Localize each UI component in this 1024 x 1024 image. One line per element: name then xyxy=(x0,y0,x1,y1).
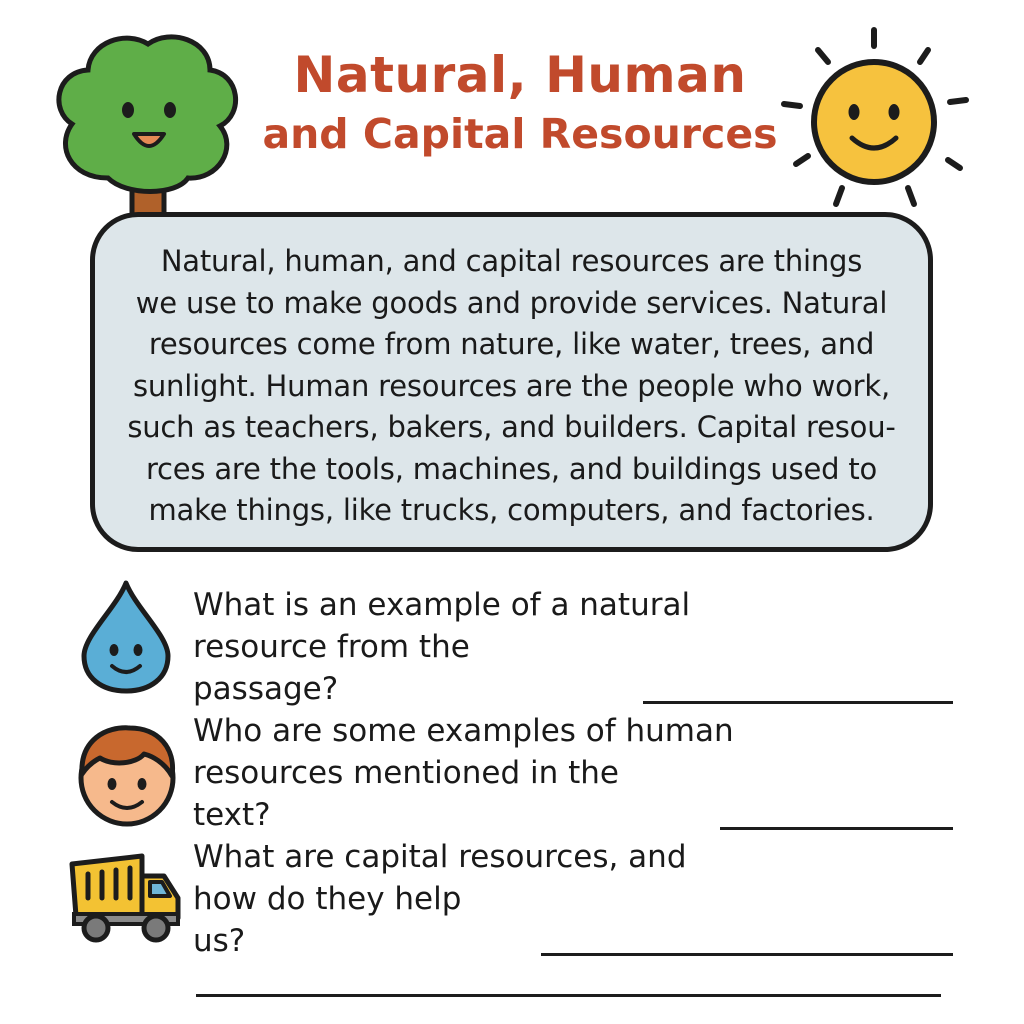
question-3-line-1: What are capital resources, and xyxy=(193,839,687,875)
passage-line: Natural, human, and capital resources are things xyxy=(160,244,863,278)
water-drop-icon xyxy=(78,578,174,696)
dump-truck-icon xyxy=(68,846,184,946)
passage-line: we use to make goods and provide services. Natural xyxy=(135,285,888,320)
answer-blank-1[interactable] xyxy=(643,701,953,704)
page-title xyxy=(250,44,790,162)
question-1 xyxy=(193,584,953,710)
title-line-2: and Capital Resources xyxy=(262,110,778,158)
sun-icon xyxy=(776,24,972,214)
boy-face-icon xyxy=(72,718,182,830)
passage-line: sunlight. Human resources are the people who work, xyxy=(132,368,891,403)
question-1-line-1: What is an example of a natural xyxy=(193,587,691,623)
question-3 xyxy=(193,836,953,962)
answer-blank-extra[interactable] xyxy=(196,994,941,997)
passage-line: make things, like trucks, computers, and factories. xyxy=(148,493,875,527)
passage-line: such as teachers, bakers, and builders. Capital resou- xyxy=(127,410,896,444)
question-2-line-1: Who are some examples of human xyxy=(193,713,734,749)
title-line-1: Natural, Human xyxy=(293,46,747,104)
answer-blank-2[interactable] xyxy=(720,827,953,830)
tree-icon xyxy=(48,28,244,228)
question-3-line-2: how do they help us? xyxy=(193,881,462,959)
question-1-line-2: resource from the passage? xyxy=(193,629,470,707)
passage-line: rces are the tools, machines, and buildings used to xyxy=(145,451,878,486)
answer-blank-3[interactable] xyxy=(541,953,953,956)
passage-line: resources come from nature, like water, trees, and xyxy=(148,327,875,361)
reading-passage xyxy=(90,212,933,552)
question-2 xyxy=(193,710,953,836)
question-2-line-2: resources mentioned in the text? xyxy=(193,755,619,833)
